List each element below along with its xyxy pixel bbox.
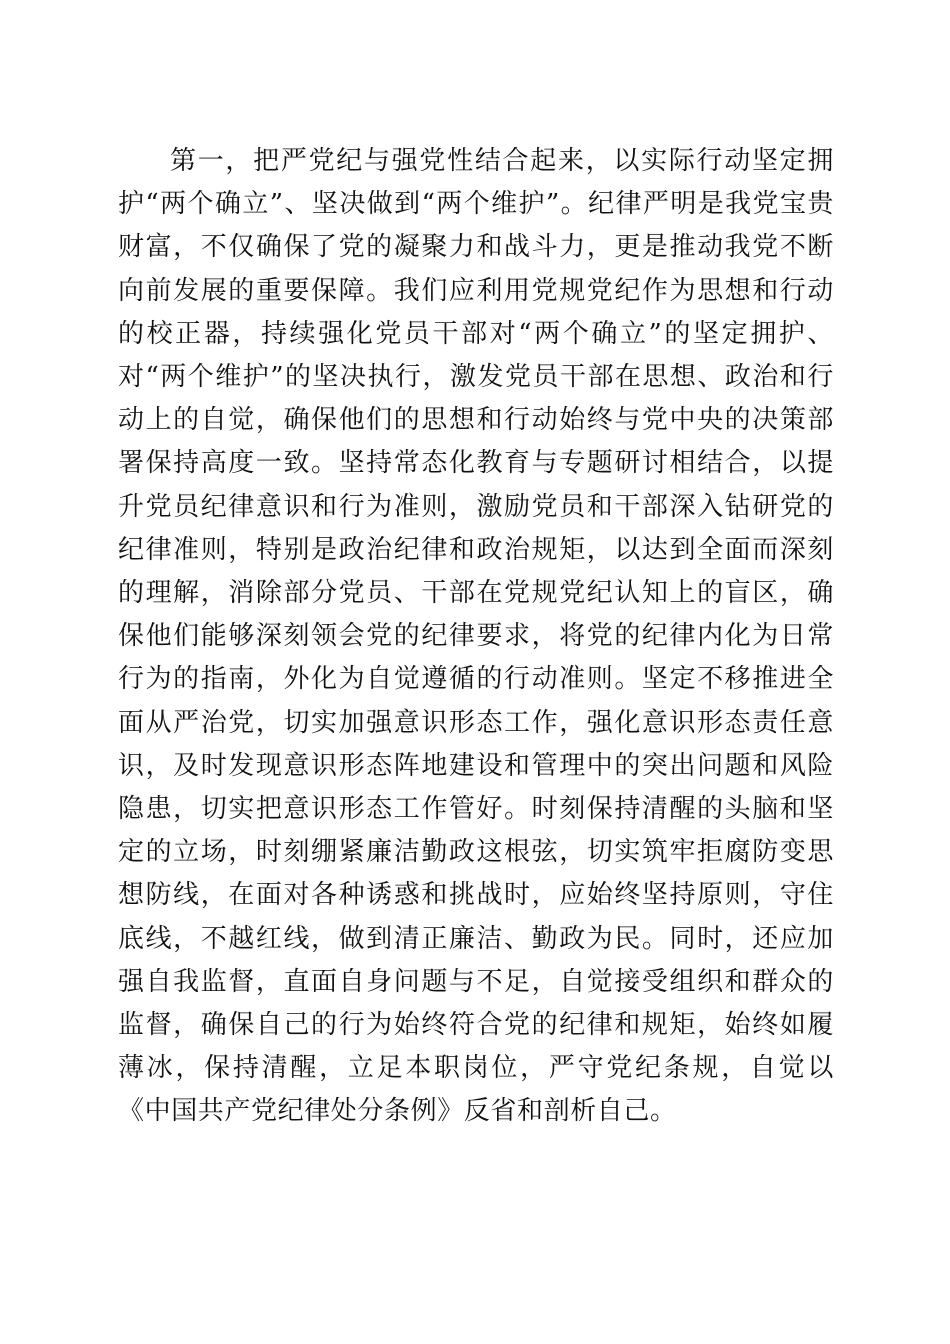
body-paragraph: 第一，把严党纪与强党性结合起来，以实际行动坚定拥护“两个确立”、坚决做到“两个维护”。纪律严明是我党宝贵财富，不仅确保了党的凝聚力和战斗力，更是推动我党不断向前发展的重要保障。我们应利用党规党纪作为思想和行动的校正器，持续强化党员干部对“两个确立”的坚定拥护、对“两个维护”的坚决执行，激发党员干部在思想、政治和行动上的自觉，确保他们的思想和行动始终与党中央的决策部署保持高度一致。坚持常态化教育与专题研讨相结合，以提升党员纪律意识和行为准则，激励党员和干部深入钻研党的纪律准则，特别是政治纪律和政治规矩，以达到全面而深刻的理解，消除部分党员、干部在党规党纪认知上的盲区，确保他们能够深刻领会党的纪律要求，将党的纪律内化为日常行为的指南，外化为自觉遵循的行动准则。坚定不移推进全面从严治党，切实加强意识形态工作，强化意识形态责任意识，及时发现意识形态阵地建设和管理中的突出问题和风险隐患，切实把意识形态工作管好。时刻保持清醒的头脑和坚定的立场，时刻绷紧廉洁勤政这根弦，切实筑牢拒腐防变思想防线，在面对各种诱惑和挑战时，应始终坚持原则，守住底线，不越红线，做到清正廉洁、勤政为民。同时，还应加强自我监督，直面自身问题与不足，自觉接受组织和群众的监督，确保自己的行为始终符合党的纪律和规矩，始终如履薄冰，保持清醒，立足本职岗位，严守党纪条规，自觉以《中国共产党纪律处分条例》反省和剖析自己。 [118, 146, 834, 1127]
